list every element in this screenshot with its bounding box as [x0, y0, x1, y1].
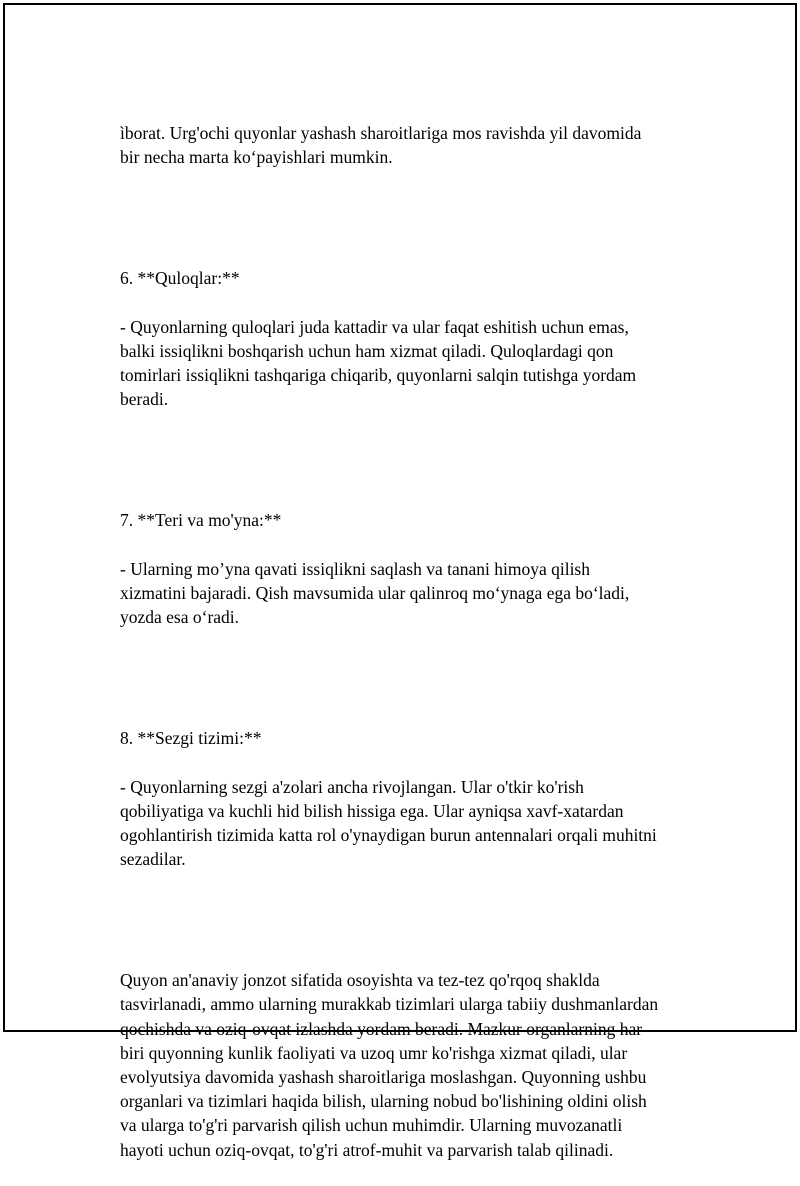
section-heading-quloqlar: 6. **Quloqlar:**: [120, 268, 240, 289]
section-body-quloqlar: - Quyonlarning quloqlari juda kattadir va ular faqat eshitish uchun emas, balki issiqlikni boshqarish uchun ham xizmat qiladi. Quloqlardagi qon tomirlari issiqlikni tashqariga chiqarib, quyonlarni salqin tutishga yordam beradi.: [120, 316, 637, 410]
section-body-sezgi: - Quyonlarning sezgi a'zolari ancha rivojlangan. Ular o'tkir ko'rish qobiliyatiga va kuchli hid bilish hissiga ega. Ular ayniqsa xavf-xatardan ogohlantirish tizimida katta rol o'ynaydigan burun antennalari orqali muhitni sezadilar.: [120, 776, 657, 870]
spacer: [120, 896, 700, 920]
spacer: [120, 436, 700, 460]
document-page: [3, 3, 797, 1160]
spacer: [120, 654, 700, 678]
section-heading-sezgi: 8. **Sezgi tizimi:**: [120, 728, 262, 749]
section-heading-teri: 7. **Teri va mo'yna:**: [120, 510, 282, 531]
spacer: [120, 194, 700, 218]
section-body-teri: - Ularning mo’yna qavati issiqlikni saqlash va tanani himoya qilish xizmatini bajaradi. Qish mavsumida ular qalinroq mo‘ynaga ega bo‘ladi, yozda esa o‘radi.: [120, 558, 630, 628]
document-text: [120, 97, 700, 1186]
intro-paragraph: ìborat. Urg'ochi quyonlar yashash sharoitlariga mos ravishda yil davomida bir necha marta koʻpayishlari mumkin.: [120, 123, 642, 168]
conclusion-paragraph: Quyon an'anaviy jonzot sifatida osoyishta va tez-tez qo'rqoq shaklda tasvirlanadi, ammo ularning murakkab tizimlari ularga tabiiy dushmanlardan qochishda va oziq-ovqat izlashda yordam beradi. Mazkur organlarning har biri quyonning kunlik faoliyati va uzoq umr ko'rishga xizmat qiladi, ular evolyutsiya davomida yashash sharoitlariga moslashgan. Quyonning ushbu organlari va tizimlari haqida bilish, ularning nobud bo'lishining oldini olish va ularga to'g'ri parvarish qilish uchun muhimdir. Ularning muvozanatli hayoti uchun oziq-ovqat, to'g'ri atrof-muhit va parvarish talab qilinadi.: [120, 970, 659, 1160]
